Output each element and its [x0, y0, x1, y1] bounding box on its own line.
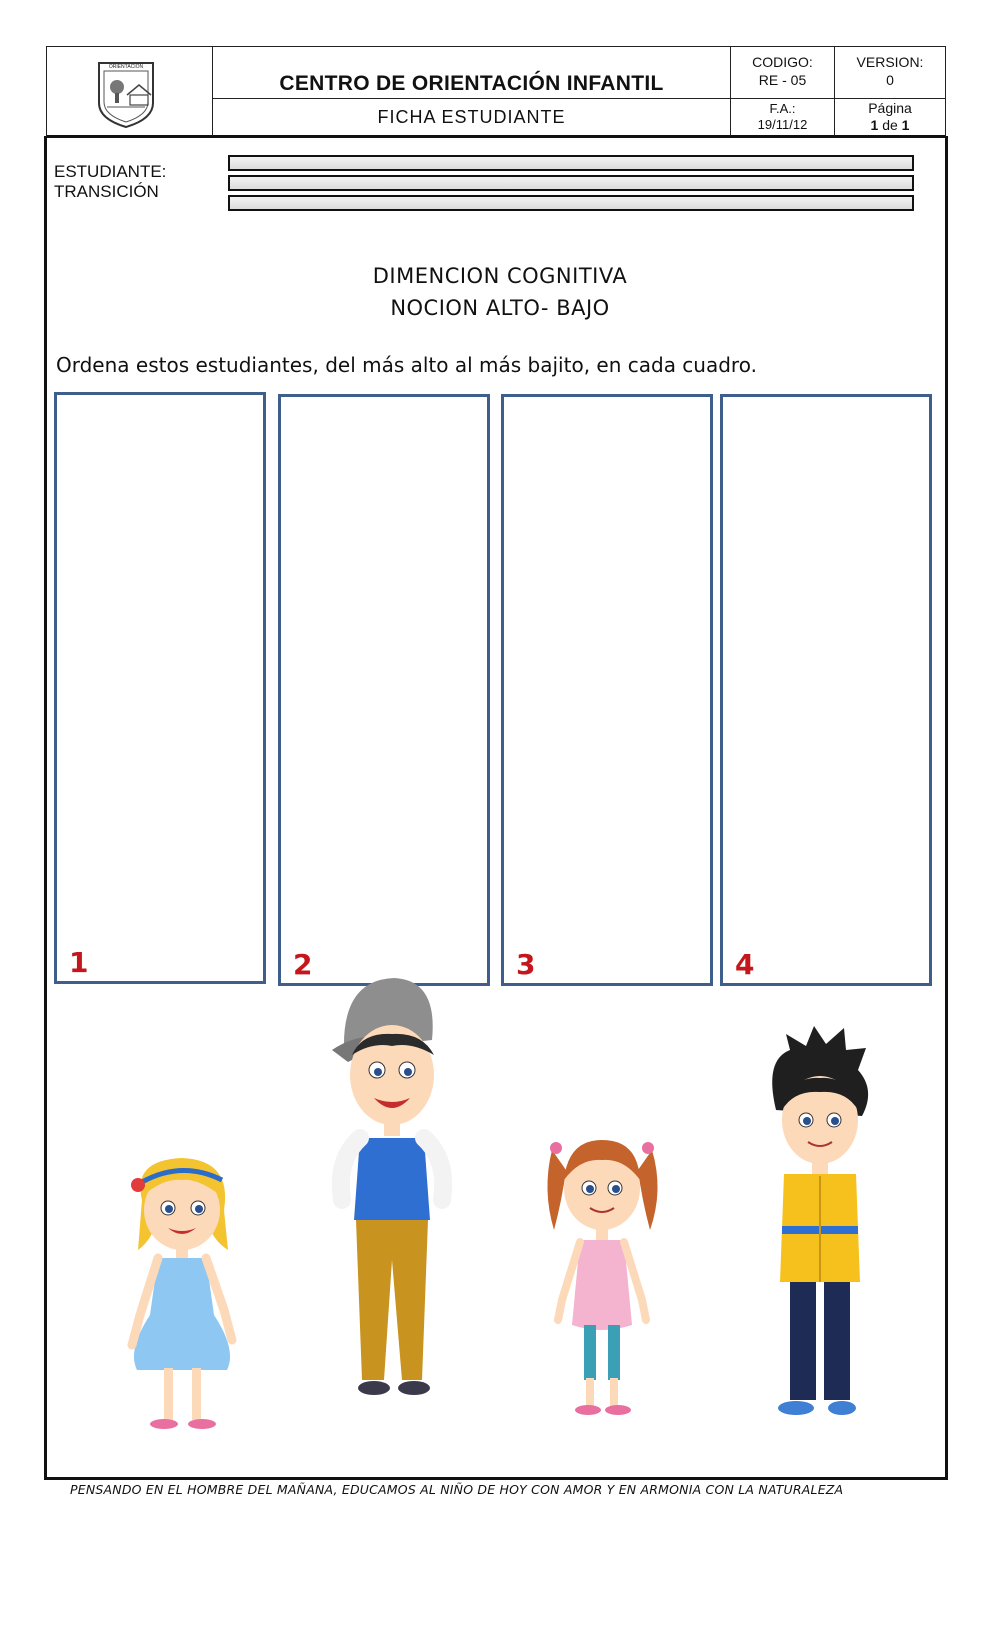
instruction-text: Ordena estos estudiantes, del más alto al más bajito, en cada cuadro. — [56, 353, 757, 377]
version-cell — [835, 47, 945, 99]
student-name-field[interactable] — [228, 155, 918, 225]
page-of: de — [882, 117, 898, 133]
box-number: 4 — [735, 948, 755, 981]
code-cell — [731, 47, 835, 99]
box-number: 2 — [293, 948, 313, 981]
answer-box-3[interactable] — [501, 394, 713, 986]
name-line — [228, 175, 914, 191]
dimension-heading — [0, 260, 1000, 324]
answer-box-4[interactable] — [720, 394, 932, 986]
dimension-title: DIMENCION COGNITIVA — [372, 264, 628, 288]
student-label: ESTUDIANTE: — [54, 162, 167, 181]
name-line — [228, 155, 914, 171]
box-number: 1 — [69, 946, 89, 979]
logo-top-text: ORIENTACIÓN — [108, 64, 144, 70]
notion-title: NOCION ALTO- BAJO — [390, 296, 610, 320]
girl-pink-dress-icon[interactable] — [532, 1110, 672, 1450]
date-value: 19/11/12 — [757, 117, 808, 132]
school-seal-logo-icon — [47, 47, 213, 136]
version-label: VERSION: — [856, 54, 924, 70]
code-label: CODIGO: — [752, 54, 813, 70]
answer-box-2[interactable] — [278, 394, 490, 986]
name-line — [228, 195, 914, 211]
girl-blue-dress-icon[interactable] — [102, 1140, 262, 1450]
institution-title: CENTRO DE ORIENTACIÓN INFANTIL — [213, 47, 731, 99]
document-header — [46, 46, 946, 138]
student-label-block — [54, 162, 166, 202]
version-value: 0 — [886, 72, 894, 88]
student-grade: TRANSICIÓN — [54, 182, 159, 201]
footer-motto: PENSANDO EN EL HOMBRE DEL MAÑANA, EDUCAMOS AL NIÑO DE HOY CON AMOR Y EN ARMONIA CON LA NATURALEZA — [70, 1482, 844, 1497]
boy-gray-cap-icon[interactable] — [322, 970, 462, 1440]
page-total: 1 — [901, 117, 910, 133]
page-label: Página — [868, 100, 912, 116]
boy-yellow-jacket-icon[interactable] — [750, 1020, 890, 1440]
logo-cell — [47, 47, 213, 136]
date-label: F.A.: — [769, 101, 796, 116]
code-value: RE - 05 — [758, 72, 807, 88]
page-count — [835, 117, 945, 134]
page-current: 1 — [870, 117, 879, 133]
answer-box-1[interactable] — [54, 392, 266, 984]
sheet-subtitle: FICHA ESTUDIANTE — [213, 99, 731, 136]
date-cell — [731, 99, 835, 136]
page-cell — [835, 99, 945, 136]
children-illustrations — [60, 1000, 940, 1470]
box-number: 3 — [516, 948, 536, 981]
